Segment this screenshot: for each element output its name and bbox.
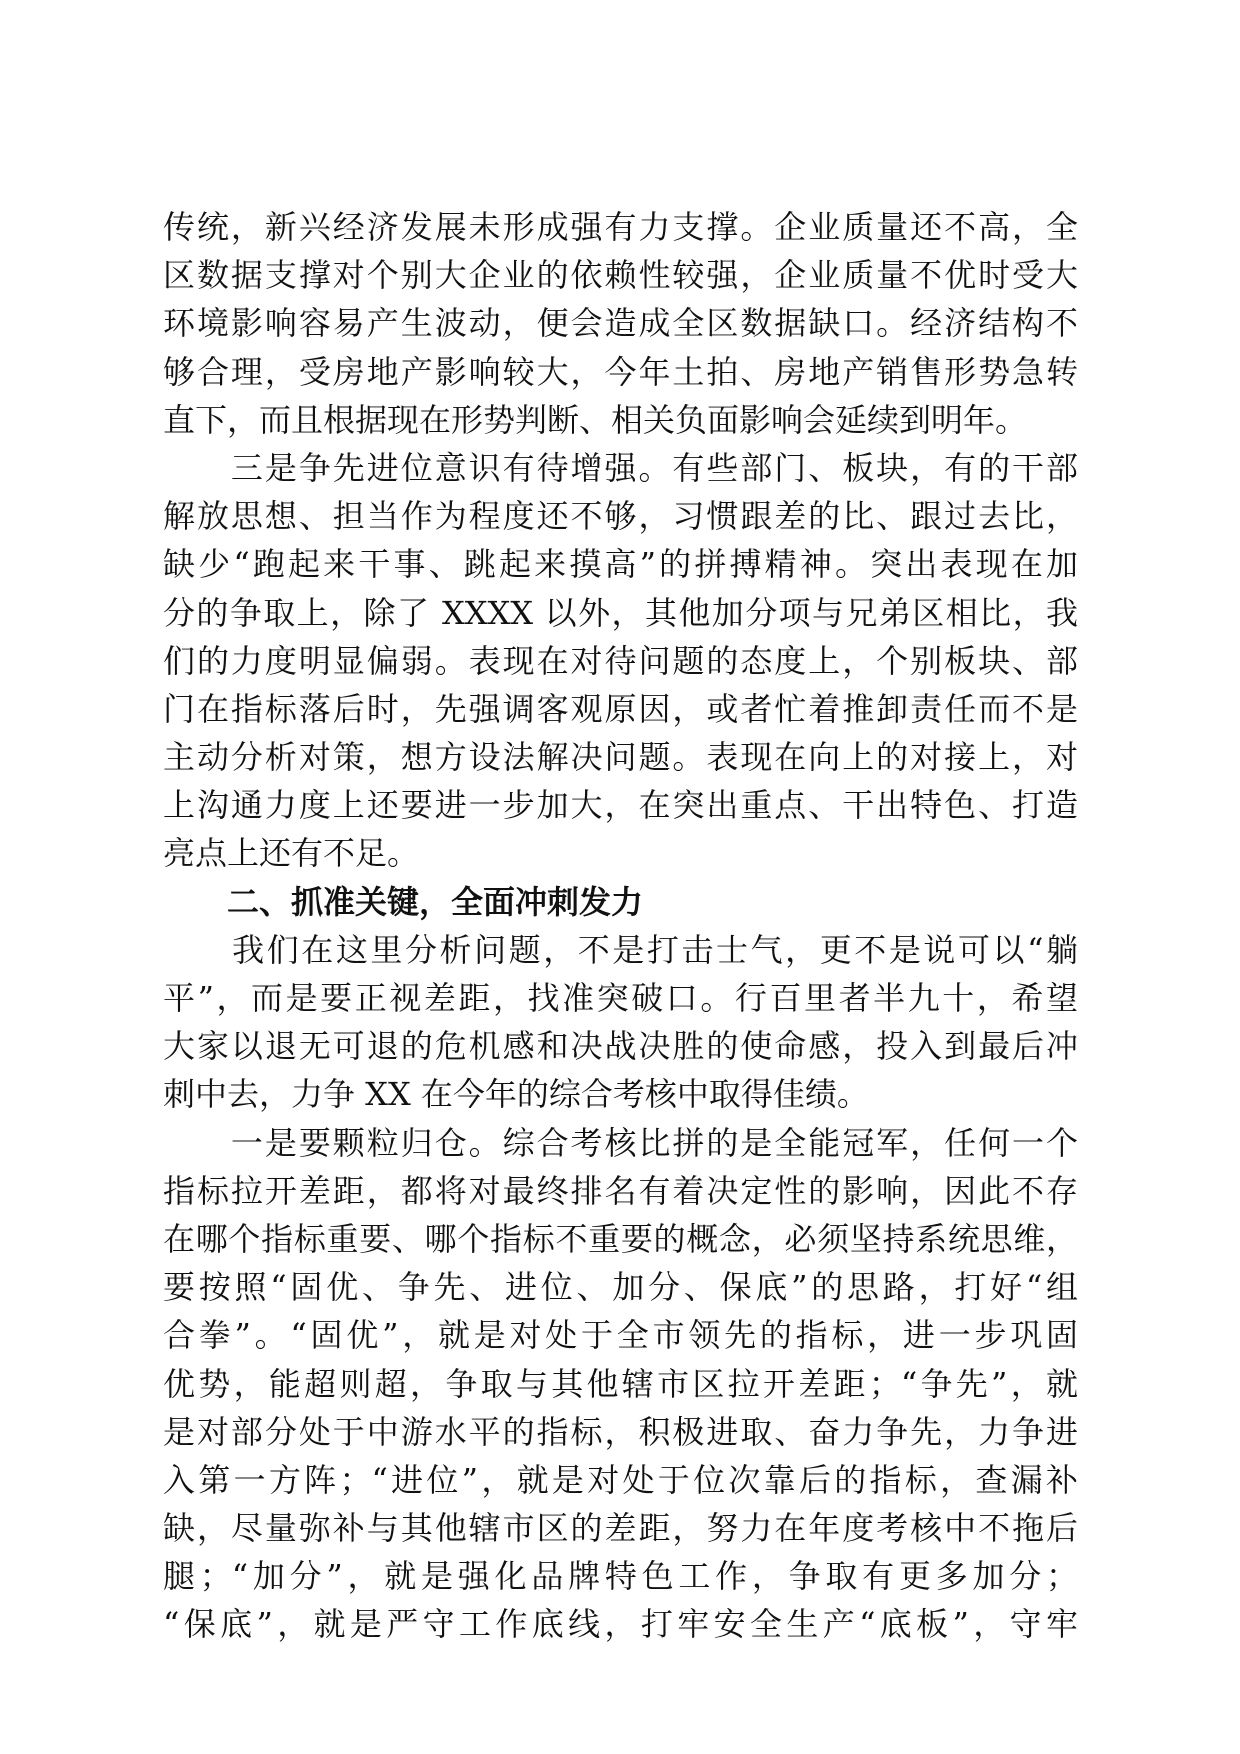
text-line: 主动分析对策，想方设法解决问题。表现在向上的对接上，对 — [163, 738, 1078, 777]
text-line: “保底”，就是严守工作底线，打牢安全生产“底板”，守牢 — [163, 1605, 1078, 1644]
text-line: 一是要颗粒归仓。综合考核比拼的是全能冠军，任何一个 — [163, 1123, 1078, 1162]
text-line: 直下，而且根据现在形势判断、相关负面影响会延续到明年。 — [163, 400, 1028, 439]
text-line: 解放思想、担当作为程度还不够，习惯跟差的比、跟过去比， — [163, 497, 1078, 536]
text-line: 平”，而是要正视差距，找准突破口。行百里者半九十，希望 — [163, 979, 1078, 1017]
document-page — [163, 203, 1078, 1649]
text-line: 刺中去，力争 XX 在今年的综合考核中取得佳绩。 — [163, 1075, 869, 1114]
text-line: 指标拉开差距，都将对最终排名有着决定性的影响，因此不存 — [163, 1171, 1078, 1210]
text-line: 要按照“固优、争先、进位、加分、保底”的思路，打好“组 — [163, 1268, 1078, 1307]
text-line: 三是争先进位意识有待增强。有些部门、板块，有的干部 — [163, 448, 1078, 487]
text-line: 是对部分处于中游水平的指标，积极进取、奋力争先，力争进 — [163, 1412, 1078, 1451]
text-line: 们的力度明显偏弱。表现在对待问题的态度上，个别板块、部 — [163, 641, 1078, 680]
section-heading: 二、抓准关键，全面冲刺发力 — [227, 882, 644, 921]
text-line: 够合理，受房地产影响较大，今年土拍、房地产销售形势急转 — [163, 352, 1078, 391]
text-line: 优势，能超则超，争取与其他辖市区拉开差距；“争先”，就 — [163, 1364, 1078, 1403]
text-line: 环境影响容易产生波动，便会造成全区数据缺口。经济结构不 — [163, 304, 1078, 343]
text-line: 传统，新兴经济发展未形成强有力支撑。企业质量还不高，全 — [163, 208, 1078, 246]
text-line: 入第一方阵；“进位”，就是对处于位次靠后的指标，查漏补 — [163, 1460, 1078, 1499]
text-line: 缺，尽量弥补与其他辖市区的差距，努力在年度考核中不拖后 — [163, 1509, 1078, 1548]
text-line: 门在指标落后时，先强调客观原因，或者忙着推卸责任而不是 — [163, 689, 1078, 728]
text-line: 我们在这里分析问题，不是打击士气，更不是说可以“躺 — [163, 930, 1078, 969]
text-line: 分的争取上，除了 XXXX 以外，其他加分项与兄弟区相比，我 — [163, 593, 1078, 632]
text-line: 在哪个指标重要、哪个指标不重要的概念，必须坚持系统思维， — [163, 1219, 1078, 1258]
text-line: 区数据支撑对个别大企业的依赖性较强，企业质量不优时受大 — [163, 256, 1078, 295]
text-line: 腿；“加分”，就是强化品牌特色工作，争取有更多加分； — [163, 1557, 1078, 1596]
text-line: 亮点上还有不足。 — [163, 834, 420, 873]
text-line: 缺少“跑起来干事、跳起来摸高”的拼搏精神。突出表现在加 — [163, 545, 1078, 584]
text-line: 大家以退无可退的危机感和决战决胜的使命感，投入到最后冲 — [163, 1027, 1078, 1066]
text-line: 上沟通力度上还要进一步加大，在突出重点、干出特色、打造 — [163, 786, 1078, 825]
text-line: 合拳”。“固优”，就是对处于全市领先的指标，进一步巩固 — [163, 1316, 1078, 1355]
